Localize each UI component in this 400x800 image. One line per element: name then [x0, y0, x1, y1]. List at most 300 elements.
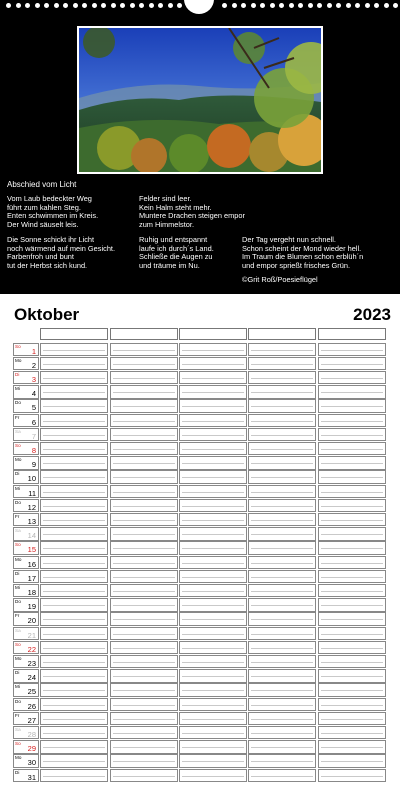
binding-hole: [289, 3, 294, 8]
entry-cell[interactable]: [110, 698, 178, 712]
binding-hole: [25, 3, 30, 8]
entry-cell[interactable]: [179, 556, 247, 570]
entry-cell[interactable]: [179, 655, 247, 669]
entry-cell[interactable]: [110, 712, 178, 726]
entry-cell[interactable]: [248, 655, 316, 669]
entry-cell[interactable]: [40, 428, 108, 442]
entry-cell[interactable]: [318, 541, 386, 555]
entry-cell[interactable]: [318, 669, 386, 683]
entry-cell[interactable]: [318, 641, 386, 655]
binding-hole: [279, 3, 284, 8]
day-row: [13, 584, 387, 598]
entry-cell[interactable]: [318, 343, 386, 357]
entry-cell[interactable]: [318, 740, 386, 754]
weekday-label: Mi: [15, 386, 20, 392]
binding-hole: [336, 3, 341, 8]
entry-cell[interactable]: [179, 414, 247, 428]
entry-cell[interactable]: [110, 754, 178, 768]
entry-cell[interactable]: [248, 343, 316, 357]
entry-cell[interactable]: [318, 683, 386, 697]
entry-cell[interactable]: [40, 655, 108, 669]
entry-cell[interactable]: [110, 740, 178, 754]
binding-hole: [384, 3, 389, 8]
entry-cell[interactable]: [248, 399, 316, 413]
entry-cell[interactable]: [179, 428, 247, 442]
weekday-label: Mo: [15, 655, 22, 661]
day-number: 8: [31, 445, 36, 455]
entry-cell[interactable]: [110, 669, 178, 683]
day-row: [13, 371, 387, 385]
entry-cell[interactable]: [179, 570, 247, 584]
entry-cell[interactable]: [110, 357, 178, 371]
date-cell: [13, 698, 39, 712]
entry-cell[interactable]: [40, 683, 108, 697]
entry-cell[interactable]: [40, 698, 108, 712]
entry-cell[interactable]: [110, 499, 178, 513]
binding-hole: [355, 3, 360, 8]
entry-cell[interactable]: [179, 357, 247, 371]
binding-hole: [120, 3, 125, 8]
entry-cell[interactable]: [40, 470, 108, 484]
date-cell: [13, 612, 39, 626]
entry-cell[interactable]: [318, 385, 386, 399]
entry-cell[interactable]: [248, 541, 316, 555]
entry-cell[interactable]: [318, 470, 386, 484]
entry-cell[interactable]: [110, 428, 178, 442]
day-number: 16: [27, 559, 36, 569]
entry-cell[interactable]: [179, 399, 247, 413]
entry-cell[interactable]: [110, 655, 178, 669]
entry-cell[interactable]: [40, 584, 108, 598]
date-cell: [13, 470, 39, 484]
day-row: [13, 726, 387, 740]
binding-hole: [346, 3, 351, 8]
entry-cell[interactable]: [40, 740, 108, 754]
day-number: 6: [31, 417, 36, 427]
entry-cell[interactable]: [110, 456, 178, 470]
binding-hole: [149, 3, 154, 8]
weekday-label: Do: [15, 599, 21, 605]
entry-cell[interactable]: [179, 584, 247, 598]
entry-cell[interactable]: [179, 754, 247, 768]
entry-cell[interactable]: [318, 570, 386, 584]
entry-cell[interactable]: [40, 371, 108, 385]
date-cell: [13, 513, 39, 527]
entry-cell[interactable]: [318, 726, 386, 740]
day-number: 7: [31, 431, 36, 441]
entry-cell[interactable]: [110, 385, 178, 399]
entry-cell[interactable]: [318, 769, 386, 783]
day-row: [13, 570, 387, 584]
entry-cell[interactable]: [248, 357, 316, 371]
entry-cell[interactable]: [110, 598, 178, 612]
year-title: 2023: [353, 305, 391, 324]
month-title: Oktober: [14, 305, 80, 324]
day-number: 29: [27, 744, 36, 754]
weekday-label: Di: [15, 670, 20, 676]
weekday-label: Fr: [15, 712, 20, 718]
entry-cell[interactable]: [179, 726, 247, 740]
entry-cell[interactable]: [248, 612, 316, 626]
entry-cell[interactable]: [40, 570, 108, 584]
entry-cell[interactable]: [248, 669, 316, 683]
entry-cell[interactable]: [110, 612, 178, 626]
entry-cell[interactable]: [110, 513, 178, 527]
poem-stanza-2: Die Sonne schickt ihr Licht noch wärmend auf mein Gesicht. Farbenfroh und bunt tut der Herbst sich kund.: [7, 235, 116, 270]
entry-cell[interactable]: [40, 726, 108, 740]
binding-hole: [298, 3, 303, 8]
entry-cell[interactable]: [248, 769, 316, 783]
entry-cell[interactable]: [110, 584, 178, 598]
date-cell: [13, 669, 39, 683]
day-number: 27: [27, 715, 36, 725]
entry-cell[interactable]: [318, 612, 386, 626]
weekday-label: Sa: [15, 627, 21, 633]
day-number: 20: [27, 616, 36, 626]
day-number: 11: [28, 488, 36, 498]
entry-cell[interactable]: [179, 499, 247, 513]
weekday-label: Mi: [15, 485, 20, 491]
entry-cell[interactable]: [40, 399, 108, 413]
entry-cell[interactable]: [110, 399, 178, 413]
date-cell: [13, 726, 39, 740]
day-row: [13, 641, 387, 655]
date-cell: [13, 385, 39, 399]
entry-cell[interactable]: [248, 556, 316, 570]
entry-cell[interactable]: [179, 627, 247, 641]
entry-cell[interactable]: [248, 598, 316, 612]
day-row: [13, 683, 387, 697]
autumn-forest-photo: [77, 26, 323, 174]
entry-cell[interactable]: [40, 485, 108, 499]
day-row: [13, 470, 387, 484]
date-cell: [13, 428, 39, 442]
entry-cell[interactable]: [110, 541, 178, 555]
day-number: 28: [27, 729, 36, 739]
binding-hole: [101, 3, 106, 8]
date-cell: [13, 414, 39, 428]
binding-hole: [168, 3, 173, 8]
date-cell: [13, 712, 39, 726]
entry-cell[interactable]: [40, 769, 108, 783]
entry-cell[interactable]: [318, 456, 386, 470]
entry-cell[interactable]: [110, 726, 178, 740]
weekday-label: Mo: [15, 457, 22, 463]
entry-cell[interactable]: [248, 385, 316, 399]
day-row: [13, 527, 387, 541]
column-header: [318, 328, 386, 340]
entry-cell[interactable]: [110, 470, 178, 484]
date-cell: [13, 556, 39, 570]
weekday-label: So: [15, 343, 21, 349]
entry-cell[interactable]: [179, 385, 247, 399]
date-cell: [13, 527, 39, 541]
entry-cell[interactable]: [318, 754, 386, 768]
entry-cell[interactable]: [110, 641, 178, 655]
binding-hole: [35, 3, 40, 8]
day-number: 10: [27, 474, 36, 484]
entry-cell[interactable]: [179, 456, 247, 470]
weekday-label: So: [15, 442, 21, 448]
date-cell: [13, 754, 39, 768]
entry-cell[interactable]: [318, 655, 386, 669]
date-cell: [13, 627, 39, 641]
date-cell: [13, 655, 39, 669]
entry-cell[interactable]: [318, 371, 386, 385]
entry-cell[interactable]: [318, 485, 386, 499]
entry-cell[interactable]: [248, 698, 316, 712]
entry-cell[interactable]: [110, 371, 178, 385]
day-number: 1: [31, 346, 36, 356]
entry-cell[interactable]: [179, 769, 247, 783]
entry-cell[interactable]: [40, 442, 108, 456]
day-number: 12: [27, 502, 36, 512]
entry-cell[interactable]: [318, 556, 386, 570]
weekday-label: Sa: [15, 726, 21, 732]
date-cell: [13, 740, 39, 754]
entry-cell[interactable]: [40, 541, 108, 555]
entry-cell[interactable]: [40, 612, 108, 626]
day-number: 19: [27, 602, 36, 612]
entry-cell[interactable]: [248, 456, 316, 470]
entry-cell[interactable]: [179, 669, 247, 683]
binding-hole: [82, 3, 87, 8]
column-header: [179, 328, 247, 340]
weekday-label: Mo: [15, 357, 22, 363]
weekday-label: Sa: [15, 428, 21, 434]
weekday-label: Di: [15, 769, 20, 775]
column-header: [40, 328, 108, 340]
entry-cell[interactable]: [179, 641, 247, 655]
binding-hole: [44, 3, 49, 8]
entry-cell[interactable]: [318, 442, 386, 456]
entry-cell[interactable]: [248, 513, 316, 527]
day-row: [13, 769, 387, 783]
entry-cell[interactable]: [248, 726, 316, 740]
entry-cell[interactable]: [110, 683, 178, 697]
entry-cell[interactable]: [40, 357, 108, 371]
poem-stanza-5: Der Tag vergeht nun schnell. Schon scheint der Mond wieder hell. Im Traum die Blumen schon erblüh´n und empor sprießt frisches Grün.: [242, 235, 364, 270]
day-row: [13, 385, 387, 399]
date-cell: [13, 641, 39, 655]
entry-cell[interactable]: [248, 414, 316, 428]
day-number: 22: [27, 644, 36, 654]
entry-cell[interactable]: [40, 513, 108, 527]
binding-hole: [111, 3, 116, 8]
day-row: [13, 698, 387, 712]
entry-cell[interactable]: [318, 499, 386, 513]
entry-cell[interactable]: [40, 527, 108, 541]
binding-hole: [92, 3, 97, 8]
binding-hole: [73, 3, 78, 8]
day-row: [13, 556, 387, 570]
weekday-label: Fr: [15, 613, 20, 619]
day-row: [13, 712, 387, 726]
day-number: 18: [27, 587, 36, 597]
weekday-label: So: [15, 741, 21, 747]
day-number: 23: [27, 658, 36, 668]
entry-cell[interactable]: [40, 499, 108, 513]
day-row: [13, 399, 387, 413]
column-header: [248, 328, 316, 340]
entry-cell[interactable]: [179, 712, 247, 726]
entry-cell[interactable]: [248, 740, 316, 754]
weekday-label: Do: [15, 499, 21, 505]
binding-hole: [241, 3, 246, 8]
poem-stanza-4: Ruhig und entspannt laufe ich durch´s Land. Schließe die Augen zu und träume im Nu.: [139, 235, 214, 270]
day-row: [13, 740, 387, 754]
entry-cell[interactable]: [40, 627, 108, 641]
entry-cell[interactable]: [318, 712, 386, 726]
weekday-label: Mi: [15, 584, 20, 590]
entry-cell[interactable]: [248, 499, 316, 513]
weekday-label: Di: [15, 471, 20, 477]
entry-cell[interactable]: [248, 754, 316, 768]
day-number: 5: [31, 403, 36, 413]
day-number: 14: [27, 531, 36, 541]
weekday-label: Do: [15, 698, 21, 704]
entry-cell[interactable]: [179, 740, 247, 754]
entry-cell[interactable]: [40, 414, 108, 428]
entry-cell[interactable]: [248, 683, 316, 697]
day-row: [13, 669, 387, 683]
entry-cell[interactable]: [318, 527, 386, 541]
poem-stanza-3: Felder sind leer. Kein Halm steht mehr. Muntere Drachen steigen empor zum Himmelstor.: [139, 194, 245, 229]
day-row: [13, 598, 387, 612]
hanging-notch: [184, 0, 214, 14]
entry-cell[interactable]: [179, 541, 247, 555]
entry-cell[interactable]: [110, 485, 178, 499]
entry-cell[interactable]: [248, 570, 316, 584]
entry-cell[interactable]: [179, 698, 247, 712]
entry-cell[interactable]: [110, 527, 178, 541]
entry-cell[interactable]: [248, 428, 316, 442]
day-row: [13, 499, 387, 513]
day-row: [13, 456, 387, 470]
entry-cell[interactable]: [318, 414, 386, 428]
entry-cell[interactable]: [110, 769, 178, 783]
entry-cell[interactable]: [318, 357, 386, 371]
poem-panel: [0, 0, 400, 294]
entry-cell[interactable]: [110, 414, 178, 428]
day-number: 17: [27, 573, 36, 583]
entry-cell[interactable]: [179, 470, 247, 484]
entry-cell[interactable]: [40, 712, 108, 726]
entry-cell[interactable]: [110, 570, 178, 584]
entry-cell[interactable]: [40, 641, 108, 655]
binding-hole: [365, 3, 370, 8]
entry-cell[interactable]: [248, 527, 316, 541]
entry-cell[interactable]: [179, 612, 247, 626]
date-cell: [13, 442, 39, 456]
entry-cell[interactable]: [248, 712, 316, 726]
entry-cell[interactable]: [40, 598, 108, 612]
entry-cell[interactable]: [318, 513, 386, 527]
day-row: [13, 627, 387, 641]
weekday-label: Mo: [15, 556, 22, 562]
entry-cell[interactable]: [318, 399, 386, 413]
date-cell: [13, 769, 39, 783]
binding-hole: [16, 3, 21, 8]
entry-cell[interactable]: [248, 442, 316, 456]
entry-cell[interactable]: [318, 584, 386, 598]
date-cell: [13, 399, 39, 413]
binding-hole: [6, 3, 11, 8]
binding-hole: [308, 3, 313, 8]
entry-cell[interactable]: [179, 513, 247, 527]
entry-cell[interactable]: [179, 527, 247, 541]
entry-cell[interactable]: [179, 343, 247, 357]
entry-cell[interactable]: [248, 470, 316, 484]
copyright: ©Grit Roß/Poesieflügel: [242, 275, 318, 284]
date-cell: [13, 357, 39, 371]
entry-cell[interactable]: [179, 442, 247, 456]
entry-cell[interactable]: [110, 343, 178, 357]
day-row: [13, 414, 387, 428]
date-cell: [13, 456, 39, 470]
weekday-label: Mi: [15, 684, 20, 690]
day-row: [13, 485, 387, 499]
entry-cell[interactable]: [110, 556, 178, 570]
entry-cell[interactable]: [40, 385, 108, 399]
entry-cell[interactable]: [110, 442, 178, 456]
entry-cell[interactable]: [318, 698, 386, 712]
day-row: [13, 442, 387, 456]
entry-cell[interactable]: [40, 343, 108, 357]
entry-cell[interactable]: [318, 627, 386, 641]
date-cell: [13, 598, 39, 612]
entry-cell[interactable]: [179, 485, 247, 499]
day-number: 3: [31, 374, 36, 384]
day-row: [13, 655, 387, 669]
entry-cell[interactable]: [40, 754, 108, 768]
entry-cell[interactable]: [40, 556, 108, 570]
entry-cell[interactable]: [248, 371, 316, 385]
entry-cell[interactable]: [40, 456, 108, 470]
day-number: 15: [27, 545, 36, 555]
day-number: 21: [27, 630, 36, 640]
landscape-image: [79, 28, 321, 172]
entry-cell[interactable]: [318, 428, 386, 442]
date-cell: [13, 541, 39, 555]
day-number: 30: [27, 758, 36, 768]
entry-cell[interactable]: [318, 598, 386, 612]
binding-hole: [232, 3, 237, 8]
entry-cell[interactable]: [179, 683, 247, 697]
binding-hole: [251, 3, 256, 8]
weekday-label: Di: [15, 570, 20, 576]
day-number: 13: [27, 516, 36, 526]
entry-cell[interactable]: [248, 584, 316, 598]
weekday-label: Fr: [15, 414, 20, 420]
entry-cell[interactable]: [40, 669, 108, 683]
entry-cell[interactable]: [248, 641, 316, 655]
entry-cell[interactable]: [248, 627, 316, 641]
binding-hole: [317, 3, 322, 8]
entry-cell[interactable]: [248, 485, 316, 499]
binding-hole: [130, 3, 135, 8]
binding-hole: [270, 3, 275, 8]
weekday-label: Mo: [15, 755, 22, 761]
date-cell: [13, 683, 39, 697]
entry-cell[interactable]: [179, 598, 247, 612]
date-cell: [13, 371, 39, 385]
day-number: 4: [31, 389, 36, 399]
entry-cell[interactable]: [110, 627, 178, 641]
entry-cell[interactable]: [179, 371, 247, 385]
binding-hole: [63, 3, 68, 8]
weekday-label: Sa: [15, 528, 21, 534]
